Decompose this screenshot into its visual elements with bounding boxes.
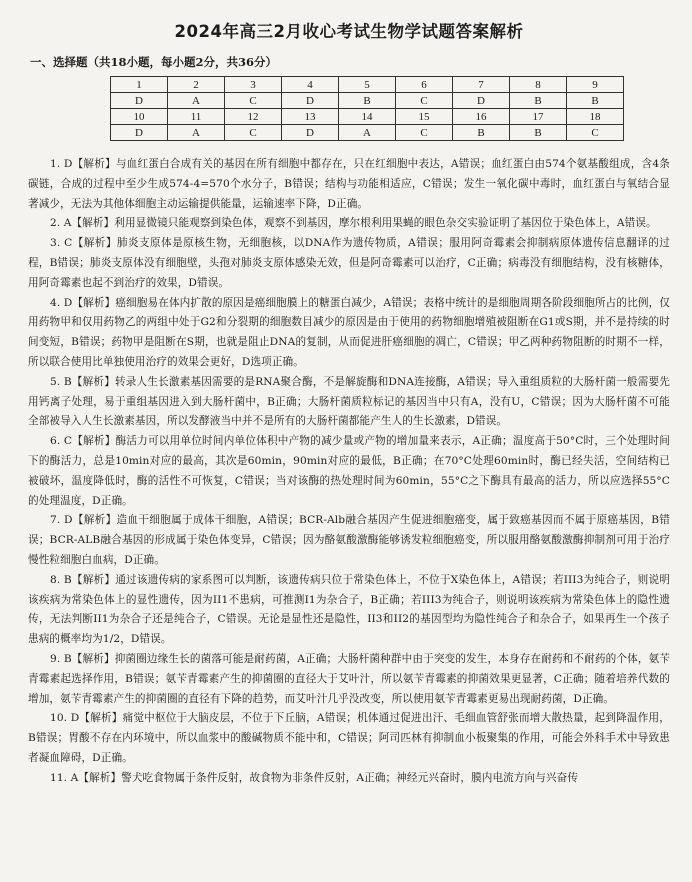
table-cell: D xyxy=(453,93,510,109)
table-cell: 4 xyxy=(282,77,339,93)
table-cell: 11 xyxy=(168,109,225,125)
table-cell: 6 xyxy=(396,77,453,93)
table-cell: 5 xyxy=(339,77,396,93)
answer-explanation-5: 5. B【解析】转录人生长激素基因需要的是RNA聚合酶，不是解旋酶和DNA连接酶，A错误；导入重组质粒的大肠杆菌一般需要先用钙离子处理，易于重组基因进入到大肠杆菌中，B正确；大肠杆菌质粒标记的基因当中只有A，没有U，C错误；因为大肠杆菌不可能全部被导入人生长激素基因，所以发酵液当中并不是所有的大肠杆菌都能产生人的生长激素，D错误。 xyxy=(28,375,670,428)
table-cell: 2 xyxy=(168,77,225,93)
table-cell: 8 xyxy=(510,77,567,93)
document-title: 2024年高三2月收心考试生物学试题答案解析 xyxy=(174,22,524,41)
answer-explanation-7: 7. D【解析】造血干细胞属于成体干细胞，A错误；BCR-Alb融合基因产生促进细胞癌变，属于致癌基因而不属于原癌基因，B错误；BCR-ALB融合基因的形成属于染色体变异，C错误；因为酪氨酸激酶能够诱发粒细胞癌变，所以服用酪氨酸激酶抑制剂可用于治疗慢性粒细胞白血病，D正确。 xyxy=(28,514,670,566)
table-cell: 12 xyxy=(225,109,282,125)
table-cell: 15 xyxy=(396,109,453,125)
table-cell: C xyxy=(225,93,282,109)
table-cell: 3 xyxy=(225,77,282,93)
table-cell: B xyxy=(567,93,624,109)
table-cell: B xyxy=(453,125,510,141)
answer-explanation-1: 1. D【解析】与血红蛋白合成有关的基因在所有细胞中都存在，只在红细胞中表达，A错误；血红蛋白由574个氨基酸组成，含4条碳链，合成的过程中至少生成574-4=570个水分子，B错误；结构与功能相适应，C错误；发生一氧化碳中毒时，血红蛋白与氧结合显著减少，无法为其他体细胞主动运输提供能量，运输速率下降，D正确。 xyxy=(28,158,670,210)
table-cell: 13 xyxy=(282,109,339,125)
table-row xyxy=(111,109,624,125)
table-cell: 18 xyxy=(567,109,624,125)
table-row xyxy=(111,93,624,109)
answer-explanation-8: 8. B【解析】通过该遗传病的家系图可以判断，该遗传病只位于常染色体上，不位于X染色体上，A错误；若III3为纯合子，则说明该疾病为常染色体上的显性遗传，因为II1不患病，可推测I1为杂合子，B正确；若III3为纯合子，则说明该疾病为常染色体上的隐性遗传，无法判断II1为杂合子还是纯合子，C错误。无论是显性还是隐性，II3和II2的基因型均为隐性纯合子和杂合子，如果再生一个孩子患病的概率均为1/2，D错误。 xyxy=(28,573,670,646)
table-cell: D xyxy=(282,125,339,141)
answer-explanation-4: 4. D【解析】癌细胞易在体内扩散的原因是癌细胞膜上的糖蛋白减少，A错误；表格中统计的是细胞周期各阶段细胞所占的比例，仅用药物甲和仅用药物乙的两组中处于G2和分裂期的细胞数目减少的原因是由于使用的药物细胞增殖被阻断在G1或S期，并不是持续的时间变短，B错误；药物甲是阻断在S期，也就是阻止DNA的复制，从而促进肝癌细胞的凋亡，C错误；甲乙两种药物阻断的时期不一样，所以联合使用比单独使用治疗的效果会更好，D选项正确。 xyxy=(28,296,670,368)
section-heading: 一、选择题（共18小题，每小题2分，共36分） xyxy=(30,55,278,69)
table-cell: C xyxy=(396,93,453,109)
table-cell: B xyxy=(510,93,567,109)
table-cell: C xyxy=(225,125,282,141)
table-cell: 7 xyxy=(453,77,510,93)
answer-explanation-11: 11. A【解析】警犬吃食物属于条件反射，故食物为非条件反射，A正确；神经元兴奋时，膜内电流方向与兴奋传 xyxy=(50,771,579,784)
answer-explanation-9: 9. B【解析】抑菌圈边缘生长的菌落可能是耐药菌，A正确；大肠杆菌种群中由于突变的发生，本身存在耐药和不耐药的个体，氨苄青霉素起选择作用，B错误；氨苄青霉素产生的抑菌圈的直径大于艾叶汁，所以氨苄青霉素的抑菌效果更显著，C正确；随着培养代数的增加，氨苄青霉素产生的抑菌圈的直径有下降的趋势，而艾叶汁几乎没改变，所以使用氨苄青霉素更易出现耐药菌，D正确。 xyxy=(28,652,670,705)
table-cell: 16 xyxy=(453,109,510,125)
table-cell: 10 xyxy=(111,109,168,125)
table-row xyxy=(111,77,624,93)
table-cell: 9 xyxy=(567,77,624,93)
table-cell: B xyxy=(510,125,567,141)
table-cell: D xyxy=(111,93,168,109)
answer-explanation-2: 2. A【解析】利用显微镜只能观察到染色体，观察不到基因，摩尔根利用果蝇的眼色杂交实验证明了基因位于染色体上，A错误。 xyxy=(50,217,657,230)
answer-explanation-3: 3. C【解析】肺炎支原体是原核生物，无细胞核，以DNA作为遗传物质，A错误；服用阿奇霉素会抑制病原体遗传信息翻译的过程，B错误；肺炎支原体没有细胞壁，头孢对肺炎支原体感染无效，但是阿奇霉素可以治疗，C正确；病毒没有细胞结构，没有核糖体，用阿奇霉素也起不到治疗的效果，D错误。 xyxy=(28,237,670,289)
table-cell: 1 xyxy=(111,77,168,93)
table-cell: A xyxy=(168,93,225,109)
table-cell: D xyxy=(282,93,339,109)
answer-explanation-10: 10. D【解析】痛觉中枢位于大脑皮层，不位于下丘脑，A错误；机体通过促进出汗、毛细血管舒张而增大散热量，起到降温作用，B错误；胃酸不存在内环境中，所以血浆中的酸碱物质不能中和，C错误；阿司匹林有抑制血小板聚集的作用，可能会外科手术中导致患者凝血障碍，D正确。 xyxy=(28,712,670,764)
answer-explanation-6: 6. C【解析】酶活力可以用单位时间内单位体积中产物的减少量或产物的增加量来表示，A正确；温度高于50°C时，三个处理时间下的酶活力，总是10min对应的最高，其次是60min，90min对应的最低，B正确；在70°C处理60min时，酶已经失活，空间结构已被破坏，温度降低时，酶的活性不可恢复，C错误；当对该酶的热处理时间为60min，55°C之下酶具有最高的活力，所以应选择55°C的处理温度，D正确。 xyxy=(28,435,670,507)
table-cell: B xyxy=(339,93,396,109)
table-cell: C xyxy=(396,125,453,141)
table-cell: 14 xyxy=(339,109,396,125)
answer-table xyxy=(110,76,624,141)
table-cell: A xyxy=(339,125,396,141)
table-cell: 17 xyxy=(510,109,567,125)
table-cell: A xyxy=(168,125,225,141)
table-cell: D xyxy=(111,125,168,141)
table-row xyxy=(111,125,624,141)
table-cell: C xyxy=(567,125,624,141)
